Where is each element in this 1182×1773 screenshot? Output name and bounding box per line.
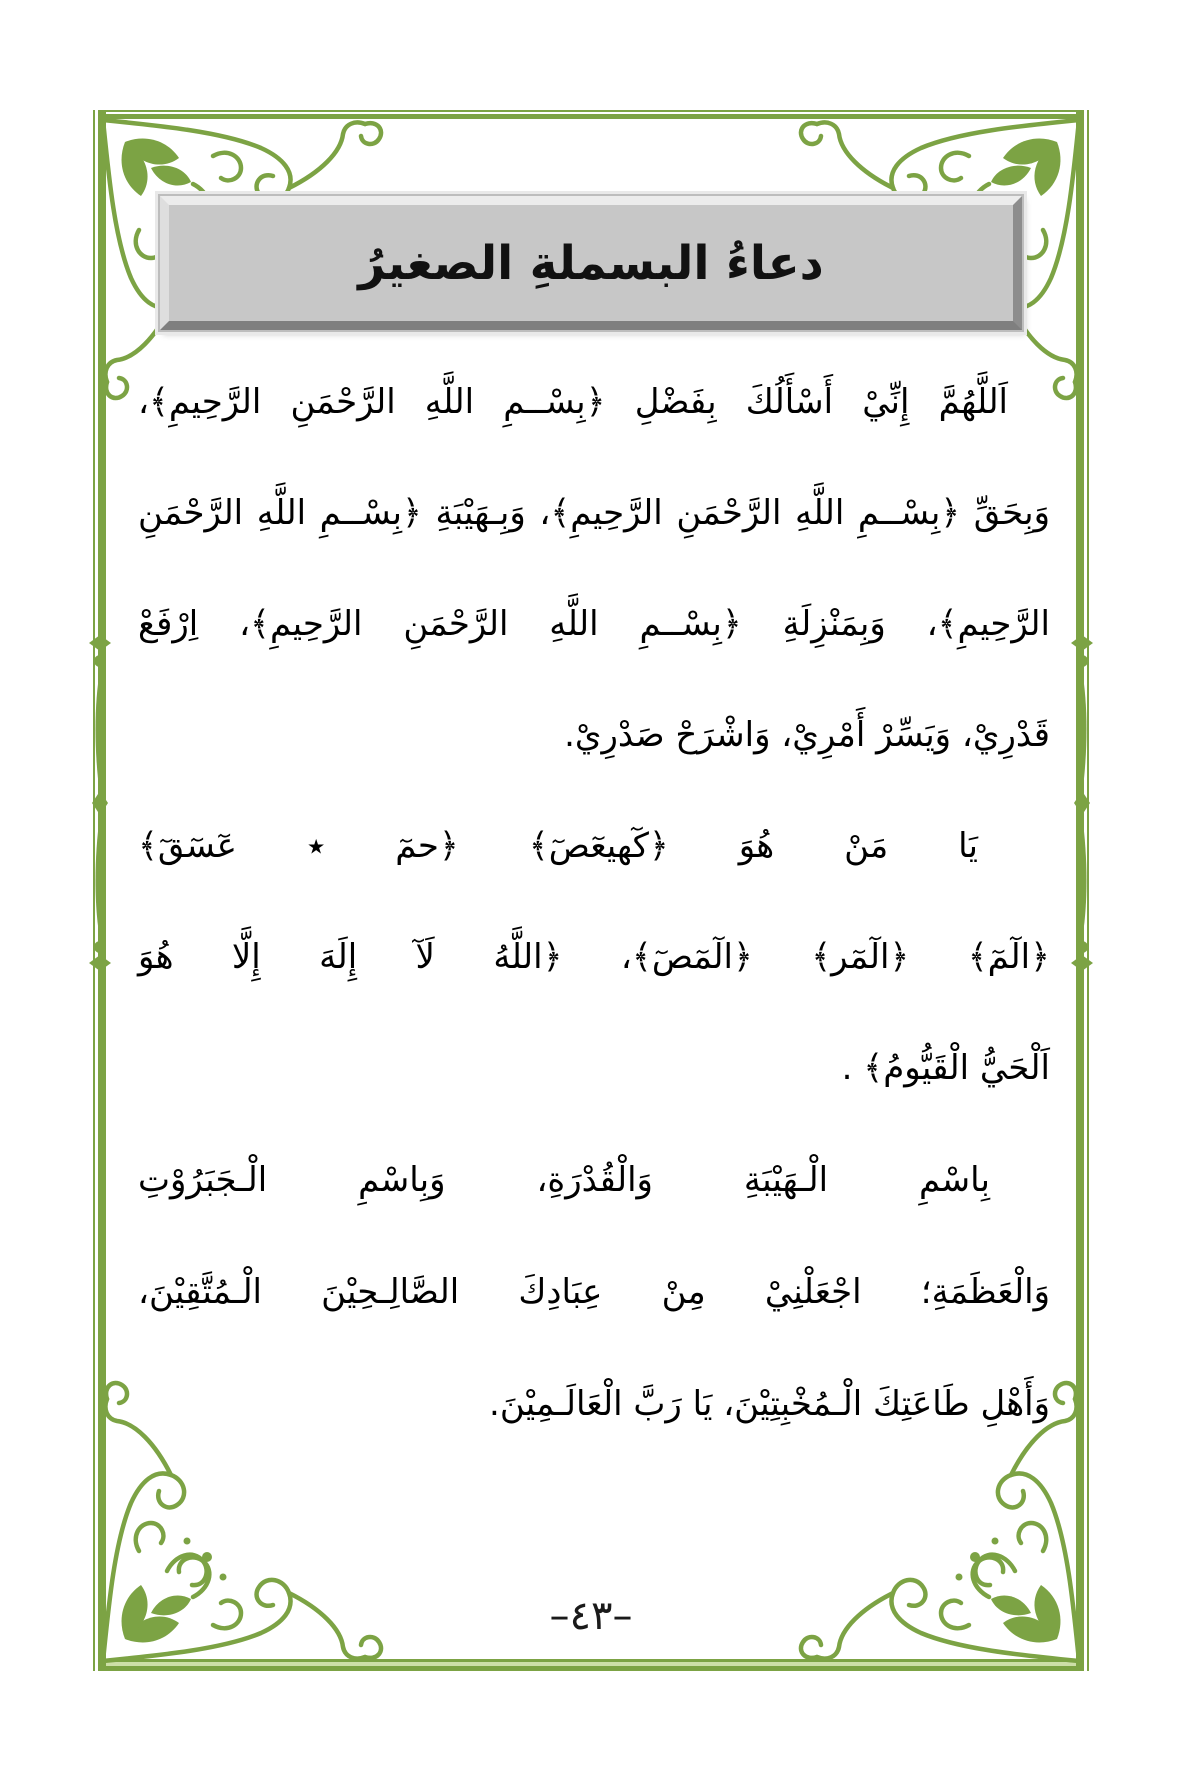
- arabic-text-line: يَا مَنْ هُوَ ﴿كٓهيعٓصٓ﴾ ﴿حمٓ ٭ عٓسٓقٓ﴾: [138, 826, 978, 866]
- arabic-text-line: اَلْحَيُّ الْقَيُّومُ﴾ .: [841, 1048, 1050, 1088]
- title-box: [160, 196, 1022, 330]
- arabic-text-line: الرَّحِيمِ﴾، وَبِمَنْزِلَةِ ﴿بِسْــمِ اللَّهِ الرَّحْمَنِ الرَّحِيمِ﴾، اِرْفَعْ: [138, 604, 1050, 644]
- page-title: دعاءُ البسملةِ الصغيرُ: [358, 235, 824, 291]
- arabic-text-line: ﴿الٓمٓ﴾ ﴿الٓمٓر﴾ ﴿الٓمٓصٓ﴾، ﴿اللَّهُ لَآ إِلَهَ إِلَّا هُوَ: [138, 937, 1050, 977]
- spindle-ornament-icon: [85, 633, 115, 973]
- arabic-text-line: بِاسْمِ الْـهَيْبَةِ وَالْقُدْرَةِ، وَبِاسْمِ الْـجَبَرُوْتِ: [138, 1160, 990, 1200]
- arabic-text-line: قَدْرِيْ، وَيَسِّرْ أَمْرِيْ، وَاشْرَحْ صَدْرِيْ.: [564, 715, 1050, 755]
- arabic-text-line: وَالْعَظَمَةِ؛ اجْعَلْنِيْ مِنْ عِبَادِكَ الصَّالِـحِيْنَ الْـمُتَّقِيْنَ،: [138, 1272, 1050, 1312]
- arabic-text-line: اَللَّهُمَّ إِنِّيْ أَسْأَلُكَ بِفَضْلِ ﴿بِسْــمِ اللَّهِ الرَّحْمَنِ الرَّحِيمِ﴾،: [138, 382, 1008, 422]
- arabic-text-line: وَأَهْلِ طَاعَتِكَ الْـمُخْبِتِيْنَ، يَا رَبَّ الْعَالَـمِيْنَ.: [489, 1384, 1050, 1424]
- arabic-text-line: وَبِحَقِّ ﴿بِسْــمِ اللَّهِ الرَّحْمَنِ الرَّحِيمِ﴾، وَبِـهَيْبَةِ ﴿بِسْــمِ اللَّهِ الرَّحْمَنِ: [138, 493, 1050, 533]
- page-number: –٤٣–: [549, 1593, 633, 1639]
- spindle-ornament-icon: [1067, 633, 1097, 973]
